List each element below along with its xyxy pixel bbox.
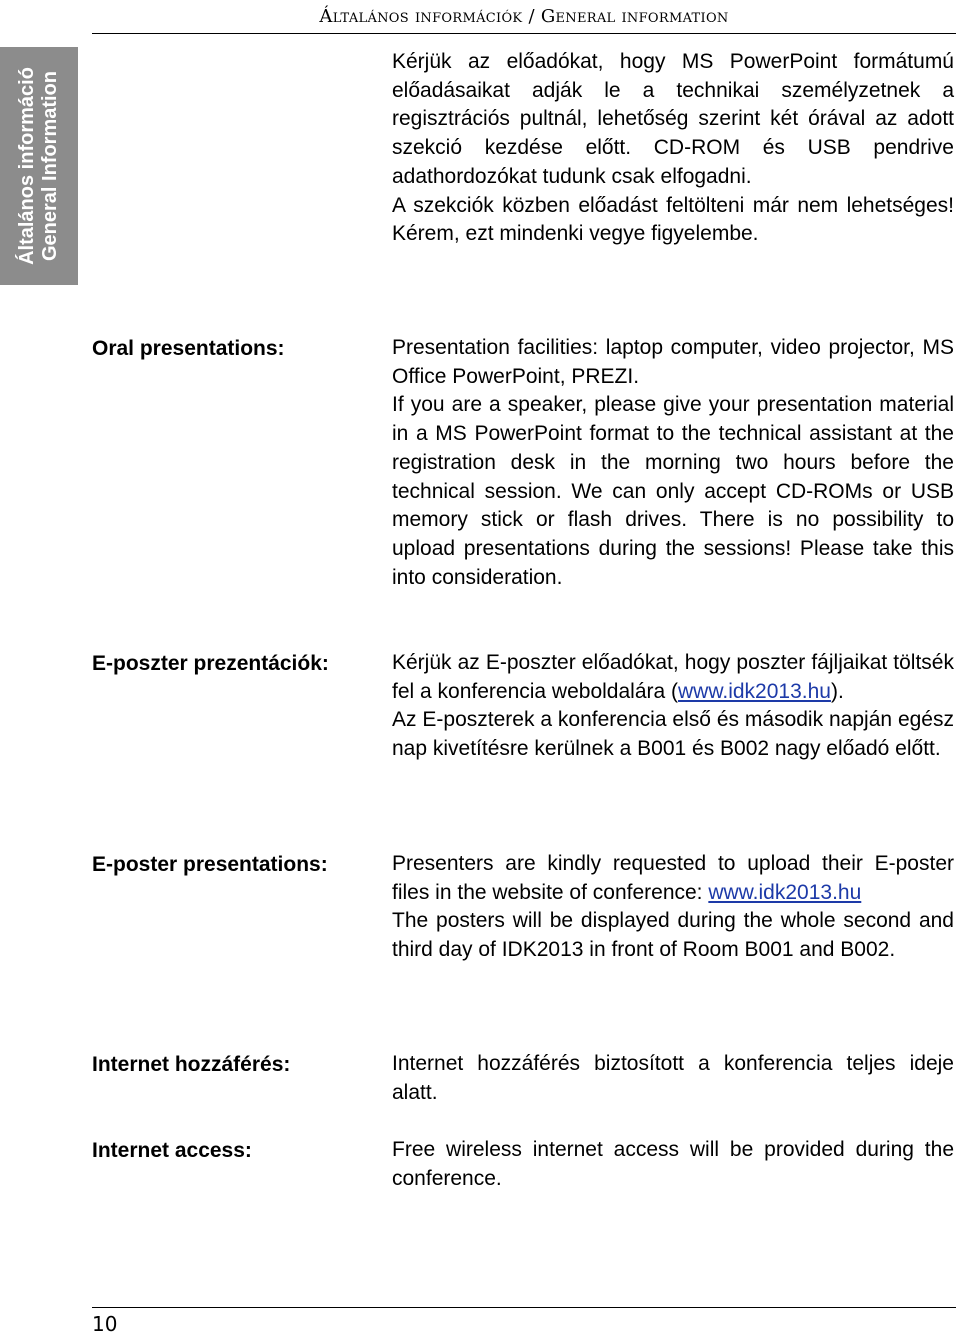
eposter-label: E-poster presentations: <box>92 853 328 876</box>
running-header: Általános információk / General information <box>92 0 956 34</box>
internet-hu-text: Internet hozzáférés biztosított a konferencia teljes ideje alatt. <box>392 1052 954 1104</box>
eposter-paragraph: The posters will be displayed during the whole second and third day of IDK2013 in front of Room B001 and B002. <box>392 909 954 962</box>
side-tab-line-en: General Information <box>39 70 61 262</box>
intro-paragraph: A szekciók közben előadást feltölteni már nem lehetséges! Kérem, ezt mindenki vegye figyelembe. <box>392 193 954 246</box>
side-tab <box>0 47 78 285</box>
internet-hu-label: Internet hozzáférés: <box>92 1053 291 1076</box>
eposter-text-before: Presenters are kindly requested to upload their E-poster files in the website of conference: <box>392 852 954 904</box>
conference-website-link[interactable]: www.idk2013.hu <box>678 679 831 703</box>
eposter-paragraph <box>392 850 954 907</box>
eposzter-text-after: ). <box>830 679 844 703</box>
eposzter-text-before: Kérjük az E-poszter előadókat, hogy poszter fájljaikat töltsék fel a konferencia weboldalára ( <box>392 651 954 703</box>
oral-presentations-text <box>392 334 954 592</box>
eposzter-paragraph <box>392 649 954 706</box>
conference-website-link[interactable]: www.idk2013.hu <box>708 880 862 904</box>
eposzter-paragraph: Az E-poszterek a konferencia első és második napján egész nap kivetítésre kerülnek a B001 és B002 nagy előadó előtt. <box>392 708 954 761</box>
oral-presentations-label: Oral presentations: <box>92 337 285 360</box>
eposzter-text <box>392 649 954 764</box>
intro-text <box>392 48 954 249</box>
footer-rule <box>92 1307 956 1308</box>
internet-en-text: Free wireless internet access will be provided during the conference. <box>392 1138 954 1190</box>
side-tab-text <box>16 67 62 265</box>
side-tab-line-hu: Általános információ <box>16 67 38 265</box>
internet-en-label: Internet access: <box>92 1139 252 1162</box>
oral-paragraph: Presentation facilities: laptop computer, video projector, MS Office PowerPoint, PREZI. <box>392 336 954 388</box>
eposzter-label: E-poszter prezentációk: <box>92 652 329 675</box>
intro-paragraph: Kérjük az előadókat, hogy MS PowerPoint formátumú előadásaikat adják le a technikai személyzetnek a regisztrációs pultnál, lehetőség szerint két órával az adott szekció kezdése előtt. CD-ROM és USB pendrive adathordozókat tudunk csak elfogadni. <box>392 50 954 188</box>
page-number: 10 <box>92 1312 118 1336</box>
eposter-text <box>392 850 954 965</box>
oral-paragraph: If you are a speaker, please give your presentation material in a MS PowerPoint format to the technical assistant at the registration desk in the morning two hours before the technical session. We can only accept CD-ROMs or USB memory stick or flash drives. There is no possibility to upload presentations during the sessions! Please take this into consideration. <box>392 393 954 589</box>
